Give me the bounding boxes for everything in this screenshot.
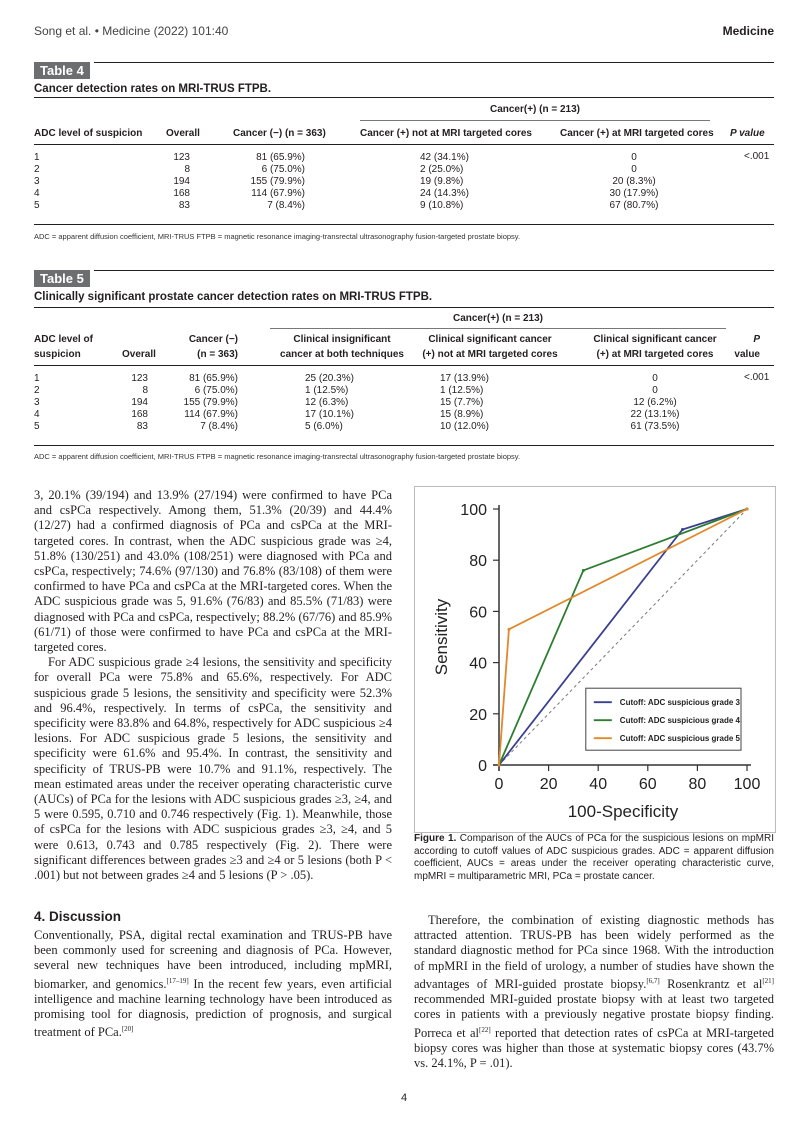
running-header bbox=[0, 0, 808, 44]
table-cell: 5 bbox=[34, 421, 40, 432]
table-cell: 20 (8.3%) bbox=[612, 176, 656, 187]
citation: [22] bbox=[478, 1025, 491, 1034]
paragraph: For ADC suspicious grade ≥4 lesions, the sensitivity and specificity for overall PCa were 75.8% and 65.6%, respectively. For ADC suspicious grade 5 lesions, the sensitivity and specificity were 52.3% and 96.4%, respectively. In terms of csPCa, the sensitivity and specificity were 83.8% and 64.8%, respectively for ADC suspicious ≥4 lesions. For ADC suspicious grade 5 lesions, the sensitivity and specificity were 61.6% and 95.4%. In contrast, the sensitivity and specificity of TRUS-PB were 10.7% and 91.1%, respectively. The mean estimated areas under the receiver operating characteristic curve (AUCs) of PCa for the lesions with ADC suspicious grades ≥3, ≥4, and 5 were 0.595, 0.710 and 0.746 respectively (Fig. 1). Meanwhile, those of csPCa for the lesions with ADC suspicious grades ≥3, ≥4, and 5 were 0.613, 0.743 and 0.785 respectively (Fig. 2). There were significant differences between grades ≥3 and ≥4 or 5 lesions (both P < .001) but not between grades ≥4 and 5 lesions (P > .05). bbox=[34, 655, 392, 883]
table-cell: 1 bbox=[34, 373, 40, 384]
data-point bbox=[681, 528, 684, 531]
column-header: (+) at MRI targeted cores bbox=[596, 349, 714, 360]
table-cell: 194 bbox=[131, 397, 148, 408]
column-header: suspicion bbox=[34, 349, 81, 360]
paragraph-cont: Rosenkrantz et al bbox=[659, 976, 763, 991]
table-cell: 0 bbox=[631, 164, 637, 175]
data-point bbox=[746, 508, 749, 511]
table-cell: 194 bbox=[173, 176, 190, 187]
body-text-left bbox=[34, 488, 392, 883]
table-cell: 7 (8.4%) bbox=[267, 200, 305, 211]
body-text-left-discussion bbox=[34, 928, 392, 1041]
column-header: Clinical significant cancer bbox=[428, 334, 552, 345]
column-header: value bbox=[734, 349, 760, 360]
paragraph: 3, 20.1% (39/194) and 13.9% (27/194) were confirmed to have PCa and csPCa respectively. Among them, 51.3% (20/39) and 44.4% (12/27) had a confirmed diagnosis of PCa and csPCa at the MRI-targeted cores. In contrast, when the ADC suspicious grade was ≥4, 51.8% (130/251) and 43.0% (108/251) were diagnosed with PCa and csPCa, respectively; 74.6% (97/130) and 76.8% (83/108) of them were confirmed to have PCa and csPCa at the MRI-targeted cores. When the ADC suspicious grade was 5, 91.6% (76/83) and 85.5% (71/83) were diagnosed with PCa and csPCa, respectively; 88.2% (67/76) and 85.9% (61/71) of those were confirmed to have PCa and csPCa at the MRI-targeted cores. bbox=[34, 488, 392, 655]
column-header: Clinical significant cancer bbox=[593, 334, 717, 345]
table-cell: 15 (8.9%) bbox=[440, 409, 484, 420]
caption-label: Figure 1. bbox=[414, 833, 457, 844]
x-axis-label: 100-Specificity bbox=[567, 802, 679, 821]
table-cell: 2 bbox=[34, 164, 40, 175]
table-cell: 83 bbox=[178, 200, 190, 211]
y-tick-label: 100 bbox=[460, 502, 487, 519]
table-cell: 61 (73.5%) bbox=[630, 421, 680, 432]
table-cell: 2 bbox=[34, 385, 40, 396]
table-footnote: ADC = apparent diffusion coefficient, MRI-TRUS FTPB = magnetic resonance imaging-transrectal ultrasonography fusion-targeted prostate biopsy. bbox=[34, 452, 521, 461]
body-text-right bbox=[414, 913, 774, 1071]
x-tick-label: 0 bbox=[494, 776, 504, 793]
paragraph-cont: recommended MRI-guided prostate biopsy with at least two targeted cores in patients with a previously negative prostate biopsy finding. Porreca et al bbox=[414, 992, 774, 1040]
table-cell: 2 (25.0%) bbox=[420, 164, 464, 175]
legend-label: Cutoff: ADC suspicious grade 5 bbox=[619, 734, 740, 744]
table-label: Table 5 bbox=[34, 270, 90, 287]
data-point bbox=[507, 628, 510, 631]
data-point bbox=[498, 764, 501, 767]
table-cell: 6 (75.0%) bbox=[194, 385, 238, 396]
table-cell: 9 (10.8%) bbox=[420, 200, 464, 211]
table-cell: 22 (13.1%) bbox=[630, 409, 680, 420]
p-value: <.001 bbox=[744, 151, 770, 162]
column-header: Cancer (+) not at MRI targeted cores bbox=[360, 128, 532, 139]
column-header: P value bbox=[730, 128, 765, 139]
x-tick-label: 100 bbox=[733, 776, 761, 793]
legend-label: Cutoff: ADC suspicious grade 4 bbox=[619, 716, 740, 726]
table-group-header: Cancer(+) (n = 213) bbox=[452, 313, 544, 324]
table-cell: 25 (20.3%) bbox=[305, 373, 354, 384]
section-heading: 4. Discussion bbox=[34, 909, 122, 924]
table-cell: 123 bbox=[131, 373, 148, 384]
figure-caption bbox=[414, 833, 774, 883]
table-cell: 6 (75.0%) bbox=[261, 164, 305, 175]
y-tick-label: 60 bbox=[469, 604, 487, 622]
y-tick-label: 40 bbox=[469, 655, 487, 673]
table-cell: 155 (79.9%) bbox=[250, 176, 305, 187]
table-cell: 67 (80.7%) bbox=[609, 200, 659, 211]
table-cell: 10 (12.0%) bbox=[440, 421, 489, 432]
table-label: Table 4 bbox=[34, 62, 90, 79]
table-cell: 17 (10.1%) bbox=[305, 409, 354, 420]
table-cell: 3 bbox=[34, 397, 40, 408]
table-title: Clinically significant prostate cancer detection rates on MRI-TRUS FTPB. bbox=[34, 291, 433, 303]
table-cell: 155 (79.9%) bbox=[183, 397, 238, 408]
paragraph-cont: In the recent few years, even artificial intelligence and machine learning technology have been introduced as promising tool for diagnosis, prediction of prognosis, and surgical treatment of PCa. bbox=[34, 976, 392, 1040]
x-tick-label: 20 bbox=[539, 776, 558, 793]
table-cell: 42 (34.1%) bbox=[420, 152, 469, 163]
table-title: Cancer detection rates on MRI-TRUS FTPB. bbox=[34, 83, 272, 95]
column-header: Cancer (+) at MRI targeted cores bbox=[560, 128, 714, 139]
table-cell: 30 (17.9%) bbox=[609, 188, 659, 199]
column-header: Cancer (−) bbox=[188, 334, 238, 345]
table-cell: 83 bbox=[136, 421, 148, 432]
table-cell: 3 bbox=[34, 176, 40, 187]
table-cell: 8 bbox=[142, 385, 148, 396]
table-cell: 0 bbox=[652, 373, 658, 384]
y-axis-label: Sensitivity bbox=[432, 598, 451, 676]
citation: [21] bbox=[762, 976, 774, 985]
paragraph: Conventionally, PSA, digital rectal examination and TRUS-PB have been commonly used for screening and diagnosis of PCa. However, several new techniques have been introduced, including mpMRI, biomarker, and genomics. bbox=[34, 928, 392, 991]
y-tick-label: 80 bbox=[469, 553, 487, 571]
y-tick-label: 20 bbox=[469, 706, 487, 724]
citation: [6,7] bbox=[646, 976, 660, 985]
table-cell: 168 bbox=[131, 409, 148, 420]
column-header: Clinical insignificant bbox=[293, 334, 391, 345]
page-number: 4 bbox=[400, 1092, 408, 1104]
table-cell: 12 (6.3%) bbox=[305, 397, 349, 408]
table-cell: 15 (7.7%) bbox=[440, 397, 484, 408]
table-group-header: Cancer(+) (n = 213) bbox=[489, 104, 581, 115]
p-value: <.001 bbox=[744, 372, 770, 383]
table-cell: 8 bbox=[184, 164, 190, 175]
table-cell: 17 (13.9%) bbox=[440, 373, 489, 384]
column-header: ADC level of bbox=[34, 334, 93, 345]
caption-text: Comparison of the AUCs of PCa for the suspicious lesions on mpMRI according to cutoff values of ADC suspicious grades. ADC = apparent diffusion coefficient, AUCs = areas under the receiver operating characteristic curve, mpMRI = multiparametric MRI, PCa = prostate cancer. bbox=[414, 833, 774, 882]
column-header: cancer at both techniques bbox=[280, 349, 404, 360]
column-header: P bbox=[753, 334, 760, 345]
legend-label: Cutoff: ADC suspicious grade 3 bbox=[619, 698, 740, 708]
table-cell: 81 (65.9%) bbox=[256, 152, 305, 163]
column-header: Cancer (−) (n = 363) bbox=[233, 128, 326, 139]
column-header: (+) not at MRI targeted cores bbox=[422, 349, 558, 360]
citation: [20] bbox=[121, 1025, 134, 1034]
table-cell: 5 bbox=[34, 200, 40, 211]
roc-chart bbox=[415, 487, 775, 832]
table-cell: 114 (67.9%) bbox=[184, 409, 238, 420]
column-header: Overall bbox=[166, 128, 200, 139]
table-cell: 1 (12.5%) bbox=[440, 385, 484, 396]
table-cell: 0 bbox=[631, 152, 637, 163]
table-cell: 1 (12.5%) bbox=[305, 385, 349, 396]
table-cell: 24 (14.3%) bbox=[420, 188, 469, 199]
header-citation: Song et al. • Medicine (2022) 101:40 bbox=[34, 24, 229, 38]
table-cell: 7 (8.4%) bbox=[200, 421, 238, 432]
table-cell: 4 bbox=[34, 409, 40, 420]
table-cell: 1 bbox=[34, 152, 40, 163]
data-point bbox=[582, 569, 585, 572]
header-journal: Medicine bbox=[722, 24, 774, 38]
table-cell: 19 (9.8%) bbox=[420, 176, 464, 187]
table-cell: 5 (6.0%) bbox=[305, 421, 343, 432]
table-cell: 0 bbox=[652, 385, 658, 396]
column-header: ADC level of suspicion bbox=[34, 128, 143, 139]
x-tick-label: 60 bbox=[638, 776, 657, 793]
x-tick-label: 80 bbox=[688, 776, 707, 793]
paragraph-cont: reported that detection rates of csPCa at MRI-targeted biopsy cores was higher than those at systematic biopsy cores (43.7% vs. 24.1%, P = .01). bbox=[414, 1025, 774, 1071]
y-tick-label: 0 bbox=[478, 758, 487, 775]
column-header: (n = 363) bbox=[197, 349, 238, 360]
table-4 bbox=[34, 62, 774, 95]
table-5 bbox=[34, 270, 774, 303]
table-cell: 4 bbox=[34, 188, 40, 199]
figure-1 bbox=[414, 486, 776, 833]
x-tick-label: 40 bbox=[589, 776, 608, 793]
table-cell: 114 (67.9%) bbox=[251, 188, 305, 199]
column-header: Overall bbox=[122, 349, 156, 360]
paragraph: Therefore, the combination of existing diagnostic methods has attracted attention. TRUS-PB has been widely performed as the standard diagnostic method for PCa since 1968. With the introduction of mpMRI in the field of urology, a number of studies have shown the advantages of MRI-guided prostate biopsy. bbox=[414, 913, 774, 991]
citation: [17–19] bbox=[166, 976, 189, 985]
table-cell: 12 (6.2%) bbox=[633, 397, 677, 408]
table-cell: 81 (65.9%) bbox=[189, 373, 238, 384]
table-footnote: ADC = apparent diffusion coefficient, MRI-TRUS FTPB = magnetic resonance imaging-transrectal ultrasonography fusion-targeted prostate biopsy. bbox=[34, 232, 521, 241]
table-cell: 123 bbox=[173, 152, 190, 163]
table-cell: 168 bbox=[173, 188, 190, 199]
